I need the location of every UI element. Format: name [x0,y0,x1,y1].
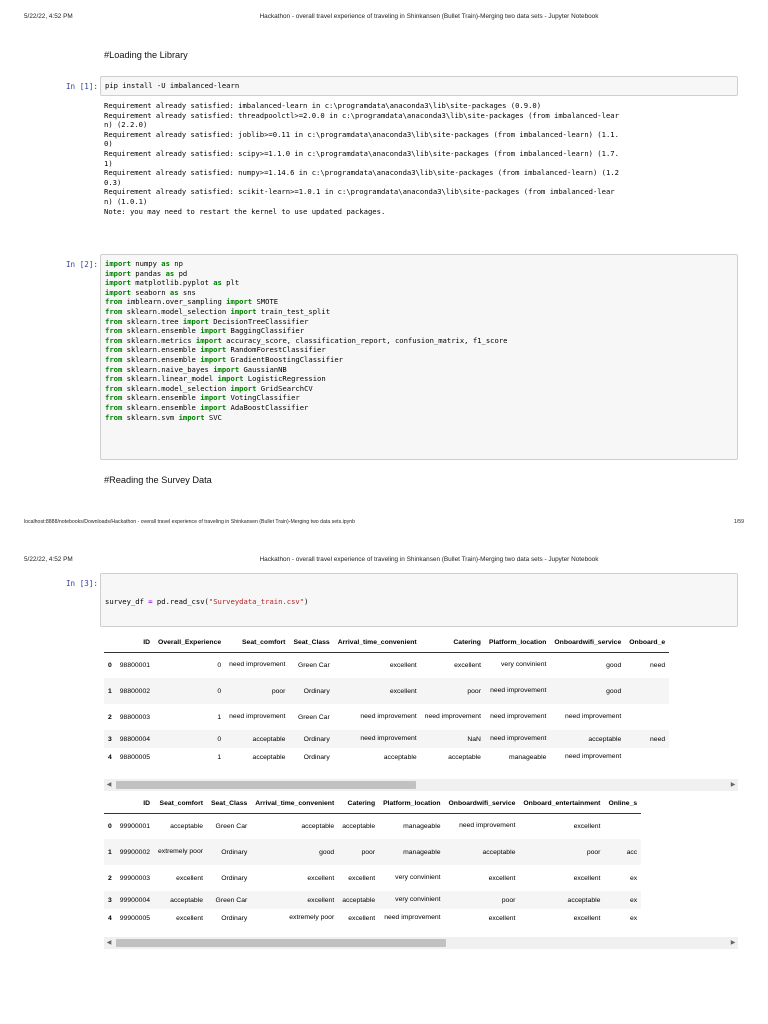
table-cell: good [251,839,338,865]
print-header-2 [0,556,768,568]
table-cell: 0 [217,661,222,669]
table-cell: acceptable [154,891,207,909]
row-index: 2 [108,874,112,882]
table-cell: poor [519,839,604,865]
table-cell: excellent [176,874,203,882]
print-date: 5/22/22, 4:52 PM [24,13,73,20]
table-cell: need improvement [459,822,516,830]
table-cell: excellent [334,678,421,704]
cell-1-prompt: In [1]: [65,82,98,91]
row-index: 2 [108,713,112,721]
scroll-left-icon[interactable]: ◀ [106,782,112,788]
table-cell: 0 [154,678,225,704]
row-index: 0 [108,661,112,669]
table-cell: excellent [348,874,376,882]
table-cell: acceptable [170,822,203,830]
table-cell: Ordinary [289,678,333,704]
column-header: Catering [421,634,485,652]
column-header: Platform_location [485,634,550,652]
print-title: Hackathon - overall travel experience of traveling in Shinkansen (Bullet Train)-Merging two data sets - Jupyter Notebook [259,13,599,20]
table-row [104,678,669,704]
markdown-reading-survey: #Reading the Survey Data [104,475,212,485]
table-cell: ex [604,891,641,909]
cell-3-input[interactable] [100,573,738,627]
cell-1-code: pip install -U imbalanced-learn [105,81,240,90]
table-cell: excellent [573,914,601,922]
print-title-2: Hackathon - overall travel experience of traveling in Shinkansen (Bullet Train)-Merging two data sets - Jupyter Notebook [259,556,599,563]
cell-2-line: from sklearn.ensemble import VotingClassifier [105,393,300,403]
table-cell: acceptable [550,730,625,748]
cell-2-line: from sklearn.svm import SVC [105,412,222,422]
table-cell: 99900004 [116,891,154,909]
table-row [104,865,641,891]
table-cell: 99900005 [119,914,151,922]
table-cell: need improvement [485,730,550,748]
print-page-number: 1/59 [733,519,744,525]
row-index: 0 [108,822,112,830]
cell-2-line: from imblearn.over_sampling import SMOTE [105,297,279,307]
table-row [104,813,641,839]
column-header: Online_s [604,795,641,813]
column-header: Seat_Class [289,634,333,652]
table-cell: need improvement [564,753,622,761]
print-footer [0,519,768,531]
table-cell: extremely poor [289,914,335,922]
table-cell: 1 [217,753,222,761]
column-header: Onboard_e [625,634,669,652]
table-cell: very convinient [379,891,444,909]
table-cell: 98800001 [119,661,151,669]
column-header: Arrival_time_convenient [334,634,421,652]
table-cell: 1 [217,713,222,721]
cell-2-line: from sklearn.ensemble import GradientBoostingClassifier [105,354,344,364]
cell-2-line: from sklearn.linear_model import LogisticRegression [105,374,326,384]
table-cell: need improvement [229,713,286,721]
table-cell: Green Car [297,713,330,721]
cell-2-line: import numpy as np [105,259,183,268]
column-header: Seat_comfort [154,795,207,813]
table-cell: Ordinary [221,914,248,922]
table-cell: NaN [421,730,485,748]
train-table-scrollbar[interactable] [104,779,738,791]
table-cell: need improvement [229,661,286,669]
scroll-left-icon[interactable]: ◀ [106,940,112,946]
table-cell: Ordinary [289,730,333,748]
scroll-right-icon[interactable]: ▶ [730,782,736,788]
table-cell: need improvement [384,914,441,922]
table-cell: acceptable [519,891,604,909]
table-cell: excellent [454,661,481,669]
table-row [104,891,641,909]
table-cell: excellent [573,874,601,882]
column-header: Platform_location [379,795,444,813]
row-index: 3 [104,730,116,748]
cell-2-prompt: In [2]: [65,260,98,269]
column-header: Onboardwifi_service [550,634,625,652]
cell-1-input[interactable] [100,76,738,96]
table-cell: excellent [348,914,376,922]
table-cell: 98800005 [119,753,151,761]
table-cell: poor [445,891,520,909]
markdown-loading-library: #Loading the Library [104,50,188,60]
table-cell: manageable [379,839,444,865]
column-header: Catering [338,795,379,813]
table-cell: Green Car [207,891,251,909]
column-header: ID [116,795,154,813]
row-index: 4 [108,914,112,922]
table-row [104,839,641,865]
table-cell: need improvement [564,713,622,721]
cell-2-line: from sklearn.metrics import accuracy_score, classification_report, confusion_matrix, f1_score [105,335,508,345]
test-scroll-thumb[interactable] [116,939,446,947]
cell-2-input[interactable] [100,254,738,460]
column-header [104,634,116,652]
table-cell: excellent [573,822,601,830]
table-cell: acceptable [448,753,481,761]
table-cell: very convinient [395,874,441,882]
column-header: Onboardwifi_service [445,795,520,813]
row-index: 3 [104,891,116,909]
cell-2-line: from sklearn.ensemble import BaggingClassifier [105,326,305,336]
cell-1-output: Requirement already satisfied: imbalanced-learn in c:\programdata\anaconda3\lib\site-packages (0.9.0) Requirement already satisfied: threadpoolctl>=2.0.0 in c:\programdata\anaconda3\lib\site-packages (from imbalanced-lear n) (2.2.0) Requirement already satisfied: joblib>=0.11 in c:\programdata\anaconda3\lib\site-packages (from imbalanced-learn) (1.1. 0) Requirement already satisfied: scipy>=1.1.0 in c:\programdata\anaconda3\lib\site-packages (from imbalanced-learn) (1.7. 1) Requirement already satisfied: numpy>=1.14.6 in c:\programdata\anaconda3\lib\site-packages (from imbalanced-learn) (1.2 0.3) Requirement already satisfied: scikit-learn>=1.0.1 in c:\programdata\anaconda3\lib\site-packages (from imbalanced-lear n) (1.0.1) Note: you may need to restart the kernel to use updated packages. [104,101,619,216]
table-cell: Ordinary [221,874,248,882]
column-header: Arrival_time_convenient [251,795,338,813]
table-row [104,909,641,927]
table-cell: Green Car [215,822,248,830]
column-header: ID [116,634,154,652]
table-cell: excellent [488,914,516,922]
train-dataframe [104,634,738,774]
row-index: 1 [104,839,116,865]
cell-2-line: from sklearn.ensemble import RandomForestClassifier [105,345,326,355]
table-cell: 0 [154,730,225,748]
cell-2-line: from sklearn.tree import DecisionTreeClassifier [105,316,309,326]
scroll-right-icon[interactable]: ▶ [730,940,736,946]
table-cell: acceptable [252,753,286,761]
row-index: 4 [108,753,112,761]
table-cell: excellent [251,891,338,909]
table-cell [625,678,669,704]
table-cell: excellent [389,661,417,669]
table-cell: 98800004 [116,730,154,748]
table-cell: acceptable [445,839,520,865]
cell-3-line-1: survey_df = pd.read_csv("Surveydata_train.csv") [105,597,309,607]
table-cell: excellent [307,874,335,882]
column-header: Seat_comfort [225,634,289,652]
table-cell: 99900002 [116,839,154,865]
row-index: 1 [104,678,116,704]
table-cell: need improvement [424,713,481,721]
table-cell: Ordinary [207,839,251,865]
table-cell: excellent [488,874,516,882]
train-scroll-thumb[interactable] [116,781,416,789]
table-cell: very convinient [501,661,547,669]
test-table-scrollbar[interactable] [104,937,738,949]
table-cell: acceptable [338,891,379,909]
cell-2-line: from sklearn.model_selection import GridSearchCV [105,383,313,393]
column-header: Seat_Class [207,795,251,813]
table-row [104,730,669,748]
table-cell: good [550,678,625,704]
table-cell: good [606,661,622,669]
cell-2-line: from sklearn.model_selection import train_test_split [105,306,331,316]
table-cell [625,704,669,730]
cell-3-prompt: In [3]: [65,579,98,588]
table-cell [604,813,641,839]
table-cell: excellent [176,914,203,922]
table-cell: manageable [403,822,441,830]
print-header [0,13,768,25]
cell-2-line: import pandas as pd [105,268,188,278]
table-row [104,748,669,766]
table-cell: acceptable [225,730,289,748]
test-table [104,795,641,927]
table-cell: poor [421,678,485,704]
cell-2-line: from sklearn.naive_bayes import GaussianNB [105,364,287,374]
table-row [104,704,669,730]
cell-2-line: from sklearn.ensemble import AdaBoostClassifier [105,402,309,412]
table-cell: Green Car [297,661,330,669]
print-footer-url: localhost:8888/notebooks/Downloads/Hackathon - overall travel experience of traveling in Shinkansen (Bullet Train)-Merging two data sets.ipynb [24,519,356,525]
column-header [104,795,116,813]
table-cell: 98800002 [116,678,154,704]
table-cell: ex [629,914,638,922]
test-dataframe [104,795,738,935]
table-row [104,652,669,678]
table-cell: need [625,730,669,748]
table-cell: acc [604,839,641,865]
table-cell: poor [338,839,379,865]
table-cell: acceptable [301,822,335,830]
column-header: Onboard_entertainment [519,795,604,813]
table-cell: extremely poor [154,839,207,865]
table-cell: poor [225,678,289,704]
table-cell: need improvement [334,730,421,748]
table-cell: acceptable [342,822,376,830]
table-cell: need [650,661,666,669]
table-cell: acceptable [383,753,417,761]
table-cell: 99900001 [119,822,151,830]
table-cell: 98800003 [119,713,151,721]
table-cell: manageable [508,753,547,761]
cell-3-line-2 [105,626,733,627]
table-cell: need improvement [360,713,417,721]
cell-2-line: import matplotlib.pyplot as plt [105,278,240,288]
print-date-2: 5/22/22, 4:52 PM [24,556,73,563]
table-cell: need improvement [490,713,547,721]
table-cell: Ordinary [303,753,330,761]
table-cell: need improvement [485,678,550,704]
train-table [104,634,669,766]
cell-2-line: import seaborn as sns [105,287,196,297]
column-header: Overall_Experience [154,634,225,652]
table-cell [625,748,669,766]
table-cell: 99900003 [119,874,151,882]
table-cell: ex [629,874,638,882]
